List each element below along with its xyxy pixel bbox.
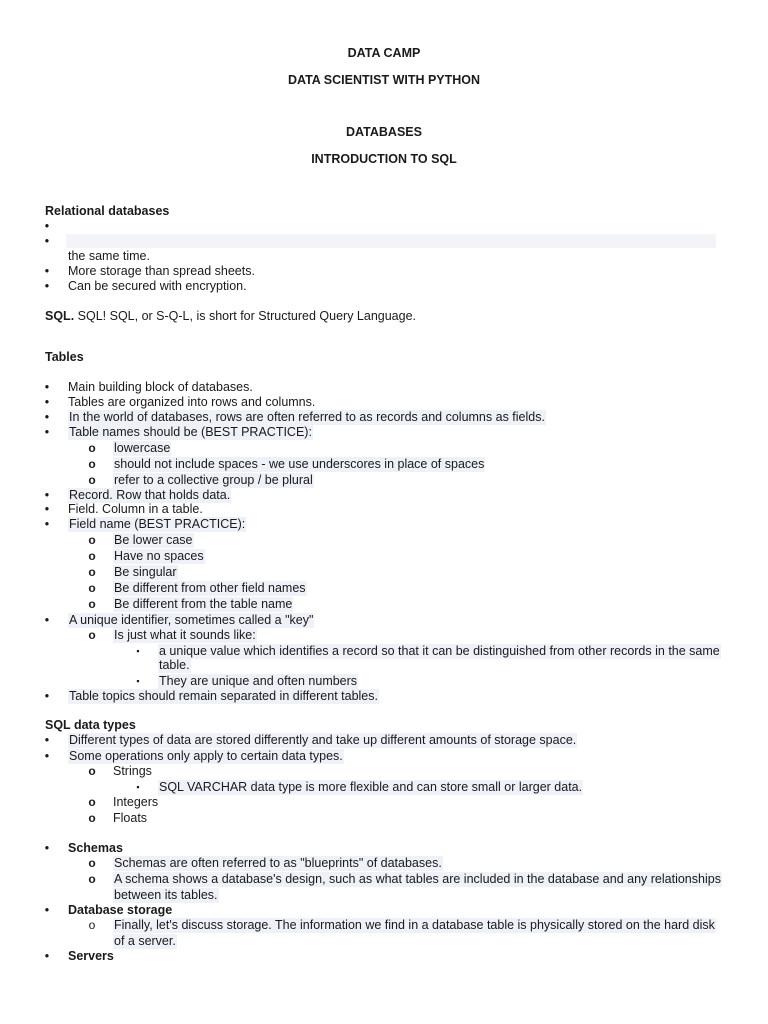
- list-item: Have no spaces: [114, 549, 204, 563]
- list-item: lowercase: [114, 441, 171, 455]
- list-item: Tables are organized into rows and columns.: [68, 395, 316, 409]
- section-title: DATABASES: [346, 125, 422, 139]
- list-item: Be different from other field names: [114, 581, 306, 595]
- list-item: Schemas are often referred to as "blueprints" of databases.: [114, 856, 442, 870]
- datatypes-heading: SQL data types: [45, 718, 136, 732]
- circle-bullet-icon: o: [88, 581, 96, 595]
- circle-bullet-icon: o: [88, 473, 96, 487]
- list-item: Record. Row that holds data.: [69, 488, 231, 502]
- circle-bullet-icon: o: [88, 533, 96, 547]
- schemas-heading: Schemas: [68, 841, 123, 855]
- bullet-icon: •: [44, 425, 50, 439]
- circle-bullet-icon: o: [88, 565, 96, 579]
- list-item: Some operations only apply to certain data types.: [69, 749, 343, 763]
- circle-bullet-icon: o: [88, 764, 96, 778]
- list-item: Table topics should remain separated in different tables.: [69, 689, 378, 703]
- list-item: Floats: [113, 811, 148, 825]
- bullet-icon: •: [44, 841, 50, 855]
- list-item: Table names should be (BEST PRACTICE):: [69, 425, 312, 439]
- list-item-continued: table.: [159, 658, 190, 672]
- list-item: Field. Column in a table.: [68, 502, 203, 516]
- square-bullet-icon: ▪: [136, 782, 140, 792]
- circle-bullet-icon: o: [88, 811, 96, 825]
- relational-item-continued: the same time.: [68, 249, 150, 263]
- bullet-icon: •: [44, 488, 50, 502]
- list-item: refer to a collective group / be plural: [114, 473, 313, 487]
- bullet-icon: •: [44, 279, 50, 293]
- circle-bullet-icon: o: [88, 549, 96, 563]
- bullet-icon: •: [44, 264, 50, 278]
- circle-bullet-icon: o: [88, 918, 96, 932]
- list-item: Strings: [113, 764, 152, 778]
- list-item: Be lower case: [114, 533, 193, 547]
- list-item: In the world of databases, rows are often referred to as records and columns as fields.: [69, 410, 545, 424]
- bullet-icon: •: [44, 517, 50, 531]
- bullet-icon: •: [44, 234, 50, 248]
- sql-text: SQL! SQL, or S-Q-L, is short for Structured Query Language.: [77, 309, 417, 323]
- bullet-icon: •: [44, 410, 50, 424]
- circle-bullet-icon: o: [88, 856, 96, 870]
- list-item: A schema shows a database's design, such as what tables are included in the database and any relationships: [114, 872, 721, 886]
- list-item: a unique value which identifies a record so that it can be distinguished from other records in the same: [159, 644, 720, 658]
- circle-bullet-icon: o: [88, 628, 96, 642]
- bullet-icon: •: [44, 949, 50, 963]
- list-item: should not include spaces - we use underscores in place of spaces: [114, 457, 485, 471]
- doc-title: DATA CAMP: [347, 46, 421, 60]
- sql-definition: [45, 309, 416, 324]
- bullet-icon: •: [44, 733, 50, 747]
- list-item: Field name (BEST PRACTICE):: [69, 517, 246, 531]
- square-bullet-icon: ▪: [136, 646, 140, 656]
- list-item: Is just what it sounds like:: [114, 628, 256, 642]
- list-item: Be different from the table name: [114, 597, 293, 611]
- bullet-icon: •: [44, 502, 50, 516]
- list-item-continued: of a server.: [114, 934, 176, 948]
- list-item: SQL VARCHAR data type is more flexible and can store small or larger data.: [159, 780, 583, 794]
- relational-item-storage: More storage than spread sheets.: [68, 264, 255, 278]
- doc-subtitle: DATA SCIENTIST WITH PYTHON: [287, 73, 481, 87]
- relational-heading: Relational databases: [45, 204, 170, 218]
- tables-heading: Tables: [45, 350, 84, 364]
- circle-bullet-icon: o: [88, 597, 96, 611]
- list-item: Be singular: [114, 565, 177, 579]
- circle-bullet-icon: o: [88, 441, 96, 455]
- list-item: They are unique and often numbers: [159, 674, 358, 688]
- square-bullet-icon: ▪: [136, 676, 140, 686]
- relational-item-encryption: Can be secured with encryption.: [68, 279, 247, 293]
- bullet-icon: •: [44, 613, 50, 627]
- servers-heading: Servers: [68, 949, 114, 963]
- list-item: Main building block of databases.: [68, 380, 253, 394]
- section-subtitle: INTRODUCTION TO SQL: [311, 152, 457, 166]
- bullet-icon: •: [44, 380, 50, 394]
- bullet-icon: •: [44, 219, 50, 233]
- bullet-icon: •: [44, 689, 50, 703]
- bullet-icon: •: [44, 903, 50, 917]
- storage-heading: Database storage: [68, 903, 173, 917]
- circle-bullet-icon: o: [88, 795, 96, 809]
- list-item: A unique identifier, sometimes called a "key": [69, 613, 314, 627]
- list-item: Different types of data are stored differently and take up different amounts of storage space.: [69, 733, 577, 747]
- sql-label: SQL.: [45, 309, 75, 323]
- list-item: Finally, let's discuss storage. The information we find in a database table is physically stored on the hard disk: [114, 918, 715, 932]
- list-item-continued: between its tables.: [114, 888, 218, 902]
- circle-bullet-icon: o: [88, 872, 96, 886]
- bullet-icon: •: [44, 395, 50, 409]
- redacted-line: [66, 234, 716, 248]
- list-item: Integers: [113, 795, 159, 809]
- bullet-icon: •: [44, 749, 50, 763]
- circle-bullet-icon: o: [88, 457, 96, 471]
